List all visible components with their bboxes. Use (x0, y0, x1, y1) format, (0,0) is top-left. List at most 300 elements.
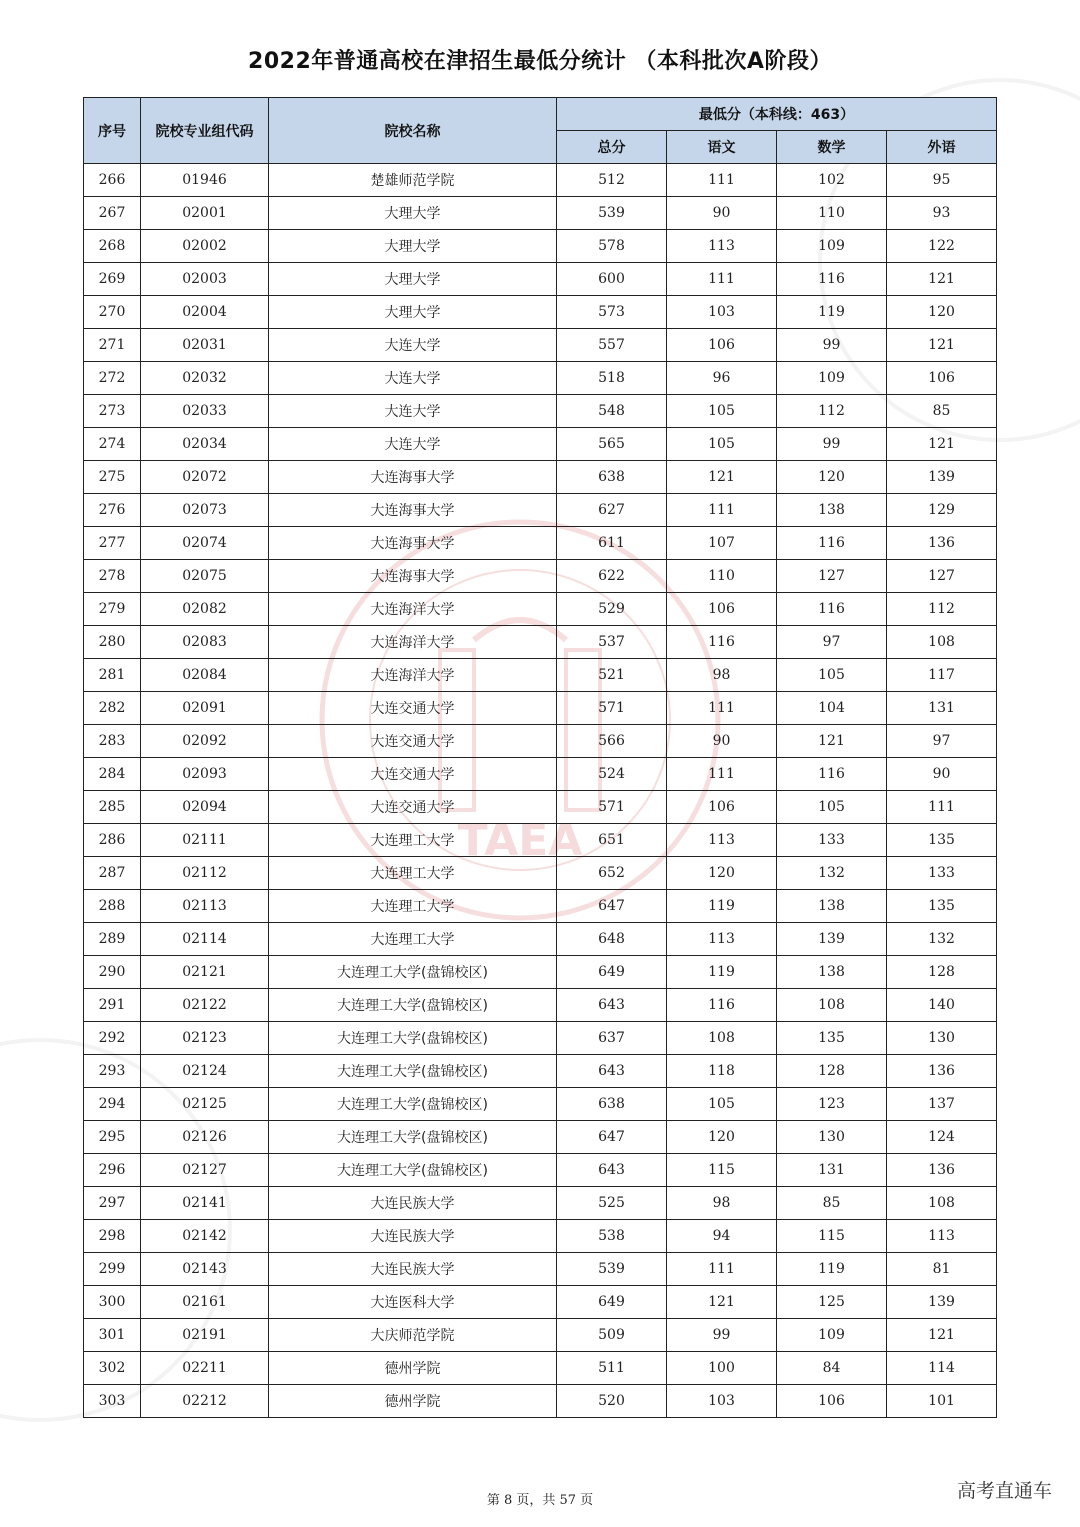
cell-seq: 272 (84, 362, 141, 395)
cell-chinese: 90 (667, 725, 777, 758)
table-row (84, 428, 997, 461)
cell-math: 138 (777, 956, 887, 989)
cell-seq: 285 (84, 791, 141, 824)
cell-foreign: 128 (887, 956, 997, 989)
header-code: 院校专业组代码 (141, 98, 269, 164)
cell-code: 02004 (141, 296, 269, 329)
cell-name: 大连理工大学 (269, 857, 557, 890)
cell-name: 楚雄师范学院 (269, 164, 557, 197)
cell-foreign: 95 (887, 164, 997, 197)
cell-math: 105 (777, 659, 887, 692)
cell-total: 643 (557, 1055, 667, 1088)
cell-code: 02002 (141, 230, 269, 263)
cell-math: 119 (777, 296, 887, 329)
cell-chinese: 106 (667, 329, 777, 362)
header-min-score-group: 最低分（本科线：463） (557, 98, 997, 131)
cell-seq: 269 (84, 263, 141, 296)
table-row (84, 659, 997, 692)
cell-math: 97 (777, 626, 887, 659)
cell-math: 102 (777, 164, 887, 197)
table-row (84, 1121, 997, 1154)
cell-foreign: 121 (887, 1319, 997, 1352)
cell-foreign: 113 (887, 1220, 997, 1253)
cell-code: 02094 (141, 791, 269, 824)
cell-code: 02001 (141, 197, 269, 230)
table-row (84, 692, 997, 725)
cell-foreign: 108 (887, 626, 997, 659)
table-row (84, 230, 997, 263)
table-row (84, 527, 997, 560)
table-row (84, 296, 997, 329)
cell-seq: 284 (84, 758, 141, 791)
cell-seq: 302 (84, 1352, 141, 1385)
cell-code: 02084 (141, 659, 269, 692)
cell-math: 99 (777, 329, 887, 362)
cell-seq: 273 (84, 395, 141, 428)
cell-seq: 289 (84, 923, 141, 956)
table-row (84, 1352, 997, 1385)
cell-code: 02073 (141, 494, 269, 527)
cell-seq: 280 (84, 626, 141, 659)
cell-chinese: 119 (667, 956, 777, 989)
cell-name: 大连海洋大学 (269, 593, 557, 626)
cell-foreign: 93 (887, 197, 997, 230)
cell-foreign: 112 (887, 593, 997, 626)
cell-name: 大连理工大学 (269, 923, 557, 956)
cell-code: 02121 (141, 956, 269, 989)
cell-math: 123 (777, 1088, 887, 1121)
cell-total: 638 (557, 1088, 667, 1121)
cell-math: 138 (777, 494, 887, 527)
cell-chinese: 96 (667, 362, 777, 395)
cell-seq: 266 (84, 164, 141, 197)
cell-code: 02032 (141, 362, 269, 395)
cell-name: 大连交通大学 (269, 791, 557, 824)
cell-total: 638 (557, 461, 667, 494)
cell-total: 571 (557, 692, 667, 725)
cell-total: 651 (557, 824, 667, 857)
table-row (84, 1286, 997, 1319)
cell-chinese: 113 (667, 230, 777, 263)
table-row (84, 461, 997, 494)
cell-name: 德州学院 (269, 1385, 557, 1418)
cell-math: 127 (777, 560, 887, 593)
cell-total: 565 (557, 428, 667, 461)
cell-name: 大理大学 (269, 296, 557, 329)
cell-name: 大连理工大学(盘锦校区) (269, 956, 557, 989)
cell-seq: 291 (84, 989, 141, 1022)
cell-chinese: 121 (667, 461, 777, 494)
cell-total: 537 (557, 626, 667, 659)
cell-code: 02127 (141, 1154, 269, 1187)
cell-total: 509 (557, 1319, 667, 1352)
table-row (84, 164, 997, 197)
cell-name: 大连海洋大学 (269, 659, 557, 692)
cell-code: 02074 (141, 527, 269, 560)
cell-total: 571 (557, 791, 667, 824)
cell-code: 02111 (141, 824, 269, 857)
cell-foreign: 101 (887, 1385, 997, 1418)
cell-total: 637 (557, 1022, 667, 1055)
table-row (84, 956, 997, 989)
cell-chinese: 113 (667, 824, 777, 857)
cell-foreign: 133 (887, 857, 997, 890)
cell-seq: 281 (84, 659, 141, 692)
cell-code: 02033 (141, 395, 269, 428)
cell-name: 大连理工大学(盘锦校区) (269, 1154, 557, 1187)
table-row (84, 560, 997, 593)
cell-seq: 287 (84, 857, 141, 890)
cell-chinese: 98 (667, 659, 777, 692)
cell-name: 大理大学 (269, 197, 557, 230)
cell-foreign: 140 (887, 989, 997, 1022)
cell-chinese: 111 (667, 494, 777, 527)
cell-seq: 277 (84, 527, 141, 560)
cell-name: 大连交通大学 (269, 725, 557, 758)
page-title: 2022年普通高校在津招生最低分统计 （本科批次A阶段） (248, 49, 832, 74)
cell-math: 116 (777, 758, 887, 791)
cell-seq: 275 (84, 461, 141, 494)
cell-code: 01946 (141, 164, 269, 197)
cell-foreign: 129 (887, 494, 997, 527)
brand-label: 高考直通车 (956, 1480, 1052, 1502)
cell-name: 大连理工大学(盘锦校区) (269, 1088, 557, 1121)
cell-foreign: 130 (887, 1022, 997, 1055)
cell-total: 649 (557, 1286, 667, 1319)
cell-name: 大连民族大学 (269, 1253, 557, 1286)
table-row (84, 494, 997, 527)
cell-math: 135 (777, 1022, 887, 1055)
cell-math: 84 (777, 1352, 887, 1385)
cell-seq: 300 (84, 1286, 141, 1319)
table-row (84, 1220, 997, 1253)
table-row (84, 1187, 997, 1220)
cell-total: 649 (557, 956, 667, 989)
cell-foreign: 137 (887, 1088, 997, 1121)
cell-chinese: 105 (667, 395, 777, 428)
cell-total: 524 (557, 758, 667, 791)
cell-total: 511 (557, 1352, 667, 1385)
cell-name: 大连理工大学(盘锦校区) (269, 989, 557, 1022)
cell-seq: 290 (84, 956, 141, 989)
cell-foreign: 106 (887, 362, 997, 395)
cell-code: 02161 (141, 1286, 269, 1319)
cell-seq: 293 (84, 1055, 141, 1088)
table-row (84, 824, 997, 857)
table-row (84, 890, 997, 923)
cell-math: 109 (777, 362, 887, 395)
watermark-logo-text: TAEA (457, 815, 583, 866)
cell-seq: 299 (84, 1253, 141, 1286)
cell-code: 02191 (141, 1319, 269, 1352)
cell-name: 德州学院 (269, 1352, 557, 1385)
cell-chinese: 116 (667, 626, 777, 659)
cell-foreign: 85 (887, 395, 997, 428)
header-name: 院校名称 (269, 98, 557, 164)
cell-name: 大连大学 (269, 329, 557, 362)
cell-foreign: 90 (887, 758, 997, 791)
cell-math: 115 (777, 1220, 887, 1253)
cell-chinese: 105 (667, 428, 777, 461)
cell-chinese: 90 (667, 197, 777, 230)
cell-name: 大连医科大学 (269, 1286, 557, 1319)
cell-math: 119 (777, 1253, 887, 1286)
cell-name: 大连海事大学 (269, 494, 557, 527)
cell-total: 538 (557, 1220, 667, 1253)
table-row (84, 1319, 997, 1352)
cell-name: 大连海事大学 (269, 560, 557, 593)
cell-foreign: 132 (887, 923, 997, 956)
cell-total: 566 (557, 725, 667, 758)
cell-name: 大连海洋大学 (269, 626, 557, 659)
table-row (84, 923, 997, 956)
cell-math: 104 (777, 692, 887, 725)
cell-seq: 286 (84, 824, 141, 857)
cell-total: 647 (557, 1121, 667, 1154)
cell-total: 648 (557, 923, 667, 956)
cell-seq: 295 (84, 1121, 141, 1154)
cell-seq: 274 (84, 428, 141, 461)
cell-name: 大连海事大学 (269, 461, 557, 494)
cell-foreign: 114 (887, 1352, 997, 1385)
cell-seq: 296 (84, 1154, 141, 1187)
cell-code: 02114 (141, 923, 269, 956)
cell-math: 85 (777, 1187, 887, 1220)
cell-name: 大连理工大学 (269, 824, 557, 857)
cell-total: 521 (557, 659, 667, 692)
cell-total: 600 (557, 263, 667, 296)
cell-math: 99 (777, 428, 887, 461)
table-row (84, 791, 997, 824)
cell-total: 529 (557, 593, 667, 626)
header-total: 总分 (557, 131, 667, 164)
table-row (84, 1154, 997, 1187)
cell-foreign: 111 (887, 791, 997, 824)
cell-chinese: 98 (667, 1187, 777, 1220)
cell-math: 130 (777, 1121, 887, 1154)
cell-seq: 268 (84, 230, 141, 263)
header-chinese: 语文 (667, 131, 777, 164)
cell-math: 121 (777, 725, 887, 758)
score-table (83, 97, 997, 1418)
cell-total: 512 (557, 164, 667, 197)
cell-chinese: 106 (667, 791, 777, 824)
table-row (84, 197, 997, 230)
cell-code: 02143 (141, 1253, 269, 1286)
cell-total: 539 (557, 197, 667, 230)
cell-total: 518 (557, 362, 667, 395)
table-row (84, 725, 997, 758)
cell-foreign: 135 (887, 890, 997, 923)
cell-total: 557 (557, 329, 667, 362)
cell-code: 02125 (141, 1088, 269, 1121)
table-row (84, 395, 997, 428)
cell-code: 02031 (141, 329, 269, 362)
cell-math: 106 (777, 1385, 887, 1418)
cell-seq: 283 (84, 725, 141, 758)
cell-name: 大连理工大学(盘锦校区) (269, 1022, 557, 1055)
table-row (84, 1022, 997, 1055)
cell-code: 02092 (141, 725, 269, 758)
cell-code: 02142 (141, 1220, 269, 1253)
table-body (84, 164, 997, 1418)
cell-chinese: 111 (667, 263, 777, 296)
page-footer: 第 8 页，共 57 页 (486, 1493, 594, 1508)
cell-total: 627 (557, 494, 667, 527)
cell-seq: 282 (84, 692, 141, 725)
cell-seq: 297 (84, 1187, 141, 1220)
cell-foreign: 122 (887, 230, 997, 263)
cell-seq: 270 (84, 296, 141, 329)
cell-chinese: 120 (667, 857, 777, 890)
cell-code: 02141 (141, 1187, 269, 1220)
cell-math: 132 (777, 857, 887, 890)
cell-chinese: 111 (667, 1253, 777, 1286)
cell-name: 大连大学 (269, 395, 557, 428)
cell-foreign: 135 (887, 824, 997, 857)
cell-math: 112 (777, 395, 887, 428)
cell-chinese: 106 (667, 593, 777, 626)
cell-name: 大连理工大学 (269, 890, 557, 923)
cell-chinese: 111 (667, 692, 777, 725)
cell-seq: 303 (84, 1385, 141, 1418)
cell-chinese: 116 (667, 989, 777, 1022)
cell-foreign: 139 (887, 461, 997, 494)
cell-total: 622 (557, 560, 667, 593)
table-row (84, 1055, 997, 1088)
cell-foreign: 136 (887, 1055, 997, 1088)
cell-foreign: 120 (887, 296, 997, 329)
cell-total: 573 (557, 296, 667, 329)
table-row (84, 758, 997, 791)
cell-foreign: 131 (887, 692, 997, 725)
cell-foreign: 124 (887, 1121, 997, 1154)
cell-code: 02034 (141, 428, 269, 461)
cell-math: 138 (777, 890, 887, 923)
table-row (84, 1253, 997, 1286)
table-row (84, 329, 997, 362)
cell-name: 大连交通大学 (269, 692, 557, 725)
header-foreign: 外语 (887, 131, 997, 164)
cell-chinese: 103 (667, 1385, 777, 1418)
cell-code: 02124 (141, 1055, 269, 1088)
cell-name: 大连海事大学 (269, 527, 557, 560)
cell-chinese: 111 (667, 758, 777, 791)
header-seq: 序号 (84, 98, 141, 164)
cell-name: 大连理工大学(盘锦校区) (269, 1121, 557, 1154)
cell-code: 02113 (141, 890, 269, 923)
cell-code: 02075 (141, 560, 269, 593)
cell-chinese: 113 (667, 923, 777, 956)
cell-name: 大理大学 (269, 230, 557, 263)
cell-name: 大连民族大学 (269, 1220, 557, 1253)
cell-code: 02212 (141, 1385, 269, 1418)
cell-foreign: 127 (887, 560, 997, 593)
cell-code: 02083 (141, 626, 269, 659)
cell-math: 125 (777, 1286, 887, 1319)
cell-math: 116 (777, 527, 887, 560)
cell-code: 02003 (141, 263, 269, 296)
cell-chinese: 94 (667, 1220, 777, 1253)
cell-math: 120 (777, 461, 887, 494)
table-row (84, 1385, 997, 1418)
table-row (84, 263, 997, 296)
cell-chinese: 119 (667, 890, 777, 923)
cell-total: 539 (557, 1253, 667, 1286)
cell-chinese: 107 (667, 527, 777, 560)
cell-seq: 298 (84, 1220, 141, 1253)
cell-foreign: 121 (887, 428, 997, 461)
cell-foreign: 81 (887, 1253, 997, 1286)
cell-foreign: 121 (887, 329, 997, 362)
cell-total: 525 (557, 1187, 667, 1220)
cell-code: 02082 (141, 593, 269, 626)
cell-code: 02091 (141, 692, 269, 725)
cell-seq: 271 (84, 329, 141, 362)
cell-math: 109 (777, 1319, 887, 1352)
cell-math: 108 (777, 989, 887, 1022)
cell-seq: 279 (84, 593, 141, 626)
cell-chinese: 99 (667, 1319, 777, 1352)
cell-math: 139 (777, 923, 887, 956)
cell-total: 643 (557, 989, 667, 1022)
cell-name: 大连理工大学(盘锦校区) (269, 1055, 557, 1088)
cell-name: 大连大学 (269, 362, 557, 395)
cell-code: 02126 (141, 1121, 269, 1154)
cell-code: 02122 (141, 989, 269, 1022)
cell-code: 02123 (141, 1022, 269, 1055)
cell-foreign: 108 (887, 1187, 997, 1220)
cell-math: 109 (777, 230, 887, 263)
cell-code: 02211 (141, 1352, 269, 1385)
cell-name: 大连民族大学 (269, 1187, 557, 1220)
cell-total: 520 (557, 1385, 667, 1418)
cell-seq: 292 (84, 1022, 141, 1055)
cell-total: 647 (557, 890, 667, 923)
table-row (84, 593, 997, 626)
cell-chinese: 105 (667, 1088, 777, 1121)
cell-code: 02072 (141, 461, 269, 494)
cell-total: 643 (557, 1154, 667, 1187)
table-row (84, 362, 997, 395)
cell-seq: 267 (84, 197, 141, 230)
cell-foreign: 139 (887, 1286, 997, 1319)
cell-chinese: 121 (667, 1286, 777, 1319)
cell-chinese: 110 (667, 560, 777, 593)
cell-math: 116 (777, 263, 887, 296)
cell-chinese: 103 (667, 296, 777, 329)
cell-math: 116 (777, 593, 887, 626)
cell-total: 611 (557, 527, 667, 560)
cell-total: 548 (557, 395, 667, 428)
cell-chinese: 111 (667, 164, 777, 197)
table-row (84, 989, 997, 1022)
cell-seq: 278 (84, 560, 141, 593)
cell-seq: 294 (84, 1088, 141, 1121)
table-row (84, 857, 997, 890)
table-row (84, 1088, 997, 1121)
cell-chinese: 108 (667, 1022, 777, 1055)
cell-total: 578 (557, 230, 667, 263)
cell-name: 大理大学 (269, 263, 557, 296)
cell-name: 大连大学 (269, 428, 557, 461)
cell-math: 128 (777, 1055, 887, 1088)
cell-chinese: 118 (667, 1055, 777, 1088)
cell-seq: 288 (84, 890, 141, 923)
cell-foreign: 97 (887, 725, 997, 758)
cell-name: 大庆师范学院 (269, 1319, 557, 1352)
cell-name: 大连交通大学 (269, 758, 557, 791)
